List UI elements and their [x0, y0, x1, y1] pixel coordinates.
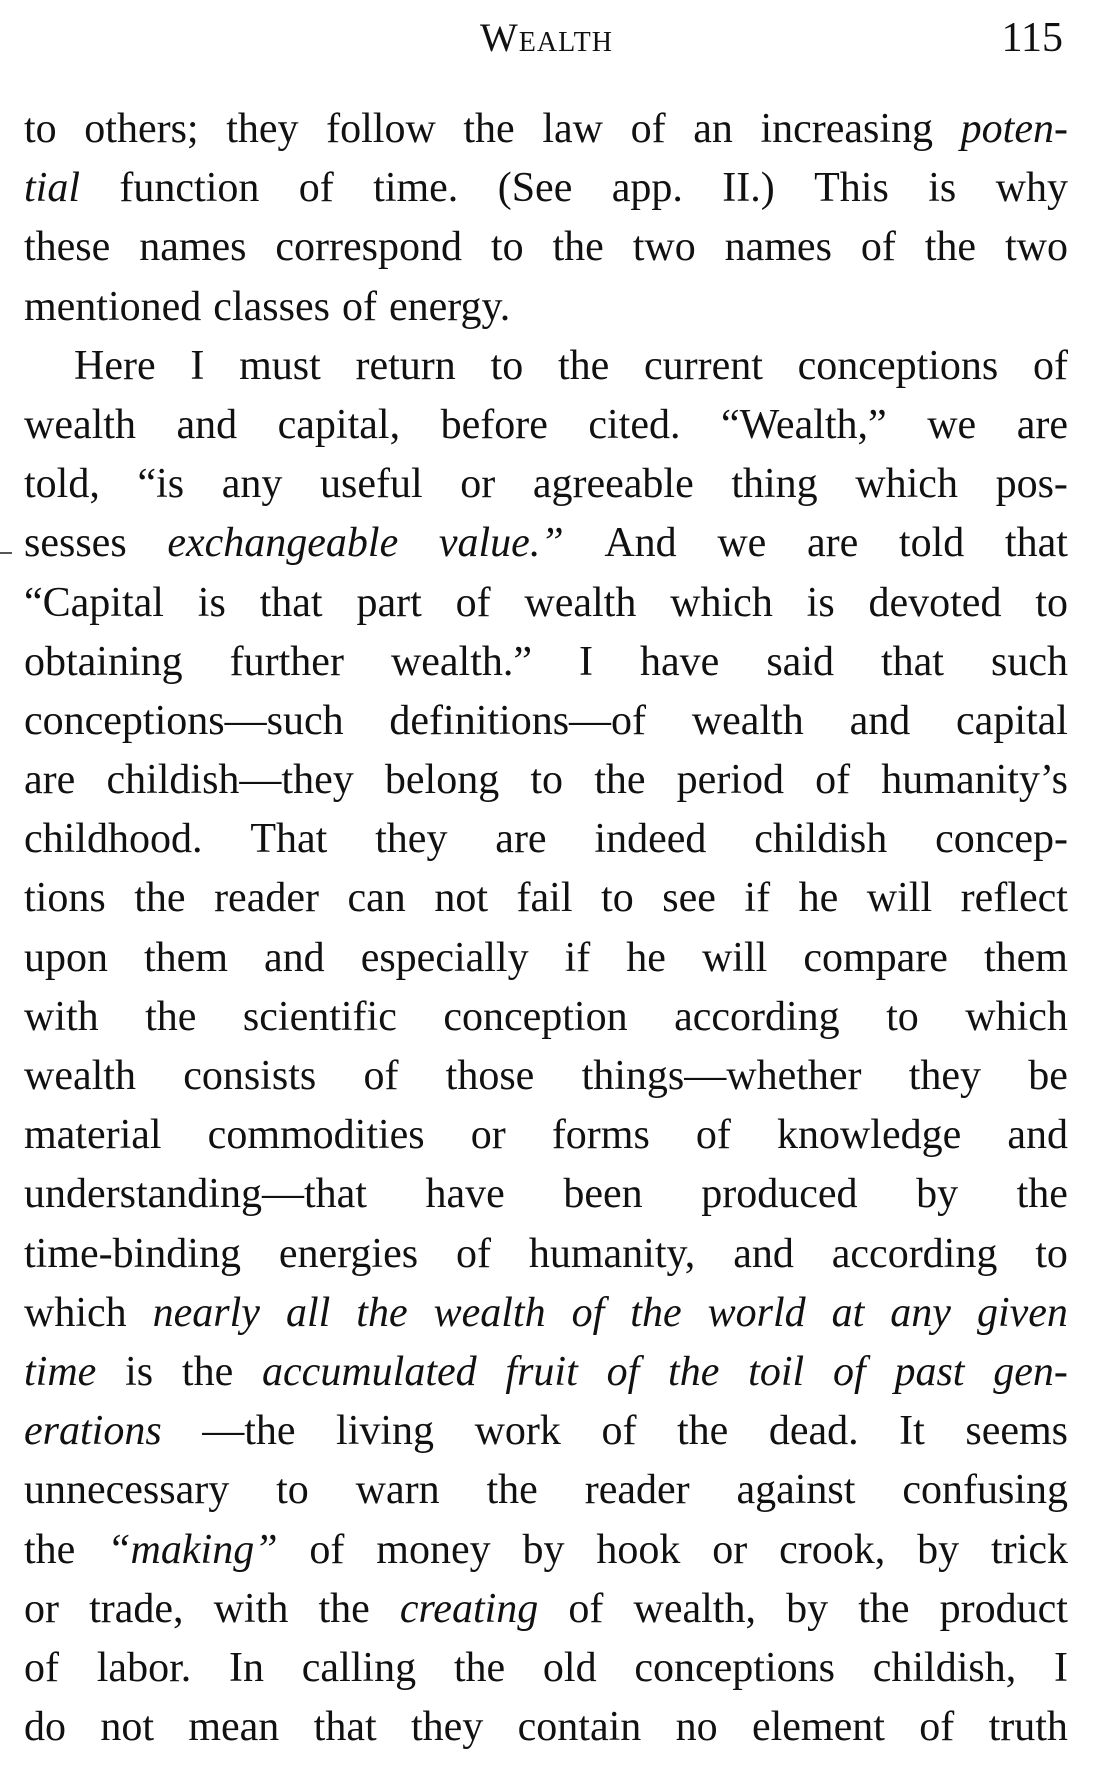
word: two: [1004, 224, 1068, 271]
word: the: [557, 342, 610, 389]
word: accumulated: [262, 1348, 477, 1395]
word: the: [24, 1526, 76, 1573]
word: wealth: [691, 697, 804, 744]
word: that: [880, 638, 944, 685]
word: wealth.”: [390, 638, 533, 685]
word: hook: [596, 1526, 681, 1573]
word: and: [264, 934, 325, 981]
word: especially: [360, 934, 529, 981]
word: to: [24, 106, 57, 152]
text-line: [24, 1639, 1068, 1698]
word: not: [434, 875, 488, 922]
word: or: [470, 1112, 506, 1159]
word: classes: [213, 283, 330, 330]
word: the: [552, 224, 604, 271]
word: —the: [202, 1408, 296, 1455]
word: contain: [517, 1704, 642, 1751]
word: forms: [551, 1112, 650, 1159]
word: or: [24, 1585, 59, 1632]
word: trade,: [89, 1585, 184, 1632]
word: nearly: [152, 1289, 260, 1336]
word: wealth: [24, 401, 136, 448]
word: humanity’s: [881, 757, 1068, 804]
word: before: [440, 401, 548, 448]
word: them: [983, 934, 1068, 981]
word: are: [495, 816, 547, 863]
word: labor.: [96, 1644, 192, 1691]
word: to: [490, 342, 524, 389]
word: of: [601, 1408, 637, 1455]
word: given: [976, 1289, 1068, 1336]
word: according: [831, 1230, 998, 1277]
word: the: [676, 1408, 729, 1455]
word: past: [894, 1348, 965, 1395]
word: correspond: [275, 224, 463, 271]
word: devoted: [868, 579, 1002, 626]
word: they: [375, 816, 448, 863]
word: consists: [183, 1053, 317, 1099]
word: of: [298, 165, 334, 212]
word: world: [707, 1289, 806, 1336]
word: It: [899, 1408, 925, 1455]
word: capital: [956, 697, 1068, 744]
text-line: [24, 988, 1068, 1047]
word: humanity,: [528, 1230, 696, 1277]
text-line: [24, 396, 1068, 455]
word: which: [855, 461, 958, 508]
word: these: [24, 224, 111, 271]
word: childhood.: [24, 816, 203, 863]
word: the: [356, 1289, 408, 1336]
word: of: [571, 1289, 605, 1336]
word: must: [239, 342, 321, 389]
word: value.”: [438, 520, 564, 567]
word: to: [1035, 1230, 1068, 1277]
word: (See: [497, 165, 573, 212]
word: and: [176, 401, 238, 448]
text-line: [24, 692, 1068, 751]
word: that: [313, 1704, 377, 1751]
word: I: [1054, 1644, 1068, 1691]
word: will: [866, 875, 933, 922]
word: produced: [701, 1171, 858, 1218]
text-line: [24, 1047, 1068, 1106]
text-line: [24, 218, 1068, 277]
text-line: [24, 100, 1068, 159]
word: function: [119, 165, 260, 212]
word: if: [744, 875, 771, 922]
word: erations: [24, 1408, 162, 1455]
word: which: [670, 579, 773, 626]
word: concep-: [935, 816, 1068, 863]
word: toil: [748, 1348, 805, 1395]
word: of: [455, 579, 491, 626]
word: warn: [355, 1467, 440, 1514]
word: names: [724, 224, 832, 271]
page-number: 115: [1001, 15, 1063, 61]
word: the: [318, 1585, 370, 1632]
word: commodities: [207, 1112, 425, 1159]
word: trick: [991, 1526, 1068, 1573]
word: old: [542, 1644, 597, 1691]
word: childish—they: [106, 757, 354, 804]
word: conceptions—such: [24, 697, 344, 744]
word: dead.: [768, 1408, 859, 1455]
word: of: [832, 1348, 866, 1395]
word: the: [145, 993, 197, 1040]
word: the: [453, 1644, 506, 1691]
word: of: [363, 1053, 399, 1099]
word: fruit: [505, 1348, 578, 1395]
word: of: [606, 1348, 640, 1395]
word: gen-: [993, 1348, 1068, 1395]
word: been: [563, 1171, 643, 1218]
word: capital,: [277, 401, 401, 448]
word: they: [908, 1053, 982, 1099]
word: time-binding: [24, 1230, 241, 1277]
text-line: [24, 751, 1068, 810]
word: they: [410, 1704, 484, 1751]
word: the: [858, 1585, 910, 1632]
word: pos-: [995, 461, 1068, 508]
running-head: Wealth: [480, 15, 613, 60]
word: and: [849, 697, 911, 744]
text-line: [24, 810, 1068, 869]
word: time.: [373, 165, 459, 212]
word: tions: [24, 875, 106, 922]
word: conception: [443, 993, 628, 1040]
word: can: [347, 875, 406, 922]
word: do: [24, 1704, 66, 1751]
word: are: [24, 757, 76, 804]
text-line: [24, 929, 1068, 988]
word: we: [717, 520, 767, 567]
word: of: [695, 1112, 731, 1159]
word: childish,: [872, 1644, 1017, 1691]
word: he: [798, 875, 839, 922]
word: fail: [516, 875, 573, 922]
word: see: [662, 875, 716, 922]
word: the: [463, 106, 515, 152]
word: of: [455, 1230, 491, 1277]
text-line: [24, 1580, 1068, 1639]
word: is: [928, 165, 957, 212]
word: the: [630, 1289, 682, 1336]
word: reader: [214, 875, 319, 922]
word: with: [213, 1585, 289, 1632]
word: are: [1016, 401, 1068, 448]
word: wealth,: [633, 1585, 756, 1632]
word: confusing: [902, 1467, 1068, 1514]
word: or: [712, 1526, 748, 1573]
text-line: [24, 1106, 1068, 1165]
word: is: [806, 579, 835, 626]
word: material: [24, 1112, 162, 1159]
word: understanding—that: [24, 1171, 367, 1218]
word: creating: [399, 1585, 539, 1632]
word: app.: [611, 165, 683, 212]
word: money: [376, 1526, 491, 1573]
text-line: [24, 514, 1068, 573]
word: to: [601, 875, 634, 922]
word: to: [276, 1467, 309, 1514]
word: the: [668, 1348, 720, 1395]
word: cited.: [588, 401, 681, 448]
word: of: [815, 757, 851, 804]
word: sesses: [24, 520, 127, 567]
margin-mark: [0, 552, 12, 554]
word: why: [995, 165, 1068, 212]
word: upon: [24, 934, 108, 981]
word: to: [886, 993, 919, 1040]
word: “making”: [107, 1526, 278, 1573]
text-line: [24, 1521, 1068, 1580]
word: of: [919, 1704, 955, 1751]
word: of: [860, 224, 896, 271]
word: tial: [24, 165, 81, 212]
word: part: [356, 579, 422, 626]
word: exchangeable: [167, 520, 399, 567]
word: wealth: [433, 1289, 546, 1336]
word: wealth: [24, 1053, 136, 1099]
text-line: [24, 278, 1068, 337]
text-line: [24, 1165, 1068, 1224]
word: living: [336, 1408, 435, 1455]
word: against: [736, 1467, 856, 1514]
word: by: [522, 1526, 565, 1573]
word: of: [24, 1644, 59, 1691]
word: to: [1035, 579, 1068, 626]
word: if: [564, 934, 591, 981]
word: by: [916, 1171, 959, 1218]
text-line: [24, 1284, 1068, 1343]
word: In: [229, 1644, 265, 1691]
word: such: [990, 638, 1068, 685]
word: belong: [384, 757, 500, 804]
text-line: [24, 1343, 1068, 1402]
word: or: [460, 461, 496, 508]
word: be: [1028, 1053, 1068, 1099]
word: “is: [137, 461, 185, 508]
word: the: [1016, 1171, 1068, 1218]
word: scientific: [242, 993, 397, 1040]
word: knowledge: [776, 1112, 962, 1159]
text-line: [24, 1402, 1068, 1461]
word: product: [939, 1585, 1068, 1632]
word: to: [530, 757, 564, 804]
word: them: [144, 934, 228, 981]
word: that: [259, 579, 323, 626]
word: energies: [278, 1230, 419, 1277]
word: truth: [988, 1704, 1068, 1751]
word: “Capital: [24, 579, 164, 626]
word: that: [1004, 520, 1068, 567]
text-line: [24, 159, 1068, 218]
word: all: [285, 1289, 331, 1336]
word: “Wealth,”: [721, 401, 887, 448]
word: And: [604, 520, 677, 567]
word: at: [831, 1289, 865, 1336]
word: useful: [319, 461, 423, 508]
word: Here: [74, 342, 156, 389]
word: That: [250, 816, 328, 863]
word: is: [197, 579, 226, 626]
word: I: [579, 638, 594, 685]
word: with: [24, 993, 99, 1040]
word: two: [632, 224, 696, 271]
word: we: [927, 401, 977, 448]
word: childish: [754, 816, 888, 863]
word: thing: [731, 461, 818, 508]
word: current: [643, 342, 763, 389]
word: he: [626, 934, 666, 981]
text-line: [24, 1698, 1068, 1757]
word: according: [674, 993, 840, 1040]
word: time: [24, 1348, 97, 1395]
page-body: [24, 100, 1068, 1757]
word: unnecessary: [24, 1467, 230, 1514]
word: have: [640, 638, 720, 685]
word: the: [924, 224, 977, 271]
word: further: [229, 638, 344, 685]
word: and: [733, 1230, 794, 1277]
word: of: [309, 1526, 345, 1573]
word: mean: [188, 1704, 280, 1751]
word: any: [221, 461, 283, 508]
word: an: [693, 106, 733, 152]
word: of: [1033, 342, 1068, 389]
word: by: [786, 1585, 829, 1632]
word: I: [190, 342, 205, 389]
word: This: [814, 165, 889, 212]
word: return: [355, 342, 456, 389]
word: indeed: [594, 816, 707, 863]
word: names: [139, 224, 247, 271]
word: compare: [803, 934, 948, 981]
word: conceptions: [797, 342, 999, 389]
word: energy.: [388, 283, 511, 330]
word: wealth: [524, 579, 637, 626]
word: increasing: [760, 106, 934, 152]
word: obtaining: [24, 638, 183, 685]
text-line: [24, 455, 1068, 514]
word: no: [675, 1704, 718, 1751]
word: any: [890, 1289, 951, 1336]
text-line: [24, 633, 1068, 692]
word: have: [425, 1171, 505, 1218]
page-header: [0, 14, 1093, 74]
word: II.): [722, 165, 775, 212]
word: of: [630, 106, 666, 152]
word: the: [594, 757, 646, 804]
word: which: [24, 1289, 127, 1336]
word: is: [125, 1348, 154, 1395]
word: poten-: [960, 106, 1068, 152]
text-line: [24, 337, 1068, 396]
text-line: [24, 574, 1068, 633]
word: mentioned: [24, 283, 202, 330]
word: will: [701, 934, 768, 981]
text-line: [24, 869, 1068, 928]
word: the: [181, 1348, 234, 1395]
text-line: [24, 1225, 1068, 1284]
word: of: [341, 283, 377, 330]
word: seems: [965, 1408, 1068, 1455]
word: reader: [584, 1467, 690, 1514]
word: others;: [84, 106, 199, 152]
word: element: [751, 1704, 885, 1751]
word: are: [806, 520, 859, 567]
word: calling: [301, 1644, 417, 1691]
word: crook,: [779, 1526, 886, 1573]
word: they: [226, 106, 299, 152]
word: period: [676, 757, 784, 804]
word: things—whether: [581, 1053, 862, 1099]
word: reflect: [960, 875, 1068, 922]
word: not: [100, 1704, 155, 1751]
word: by: [917, 1526, 960, 1573]
word: the: [486, 1467, 538, 1514]
word: told,: [24, 461, 100, 508]
word: the: [134, 875, 186, 922]
word: work: [474, 1408, 561, 1455]
word: said: [766, 638, 834, 685]
word: definitions—of: [389, 697, 647, 744]
word: those: [445, 1053, 535, 1099]
word: which: [965, 993, 1068, 1040]
text-line: [24, 1461, 1068, 1520]
word: agreeable: [532, 461, 694, 508]
word: to: [490, 224, 524, 271]
word: conceptions: [634, 1644, 835, 1691]
word: and: [1007, 1112, 1068, 1159]
word: follow: [326, 106, 436, 152]
word: of: [568, 1585, 604, 1632]
word: law: [542, 106, 603, 152]
word: told: [898, 520, 965, 567]
